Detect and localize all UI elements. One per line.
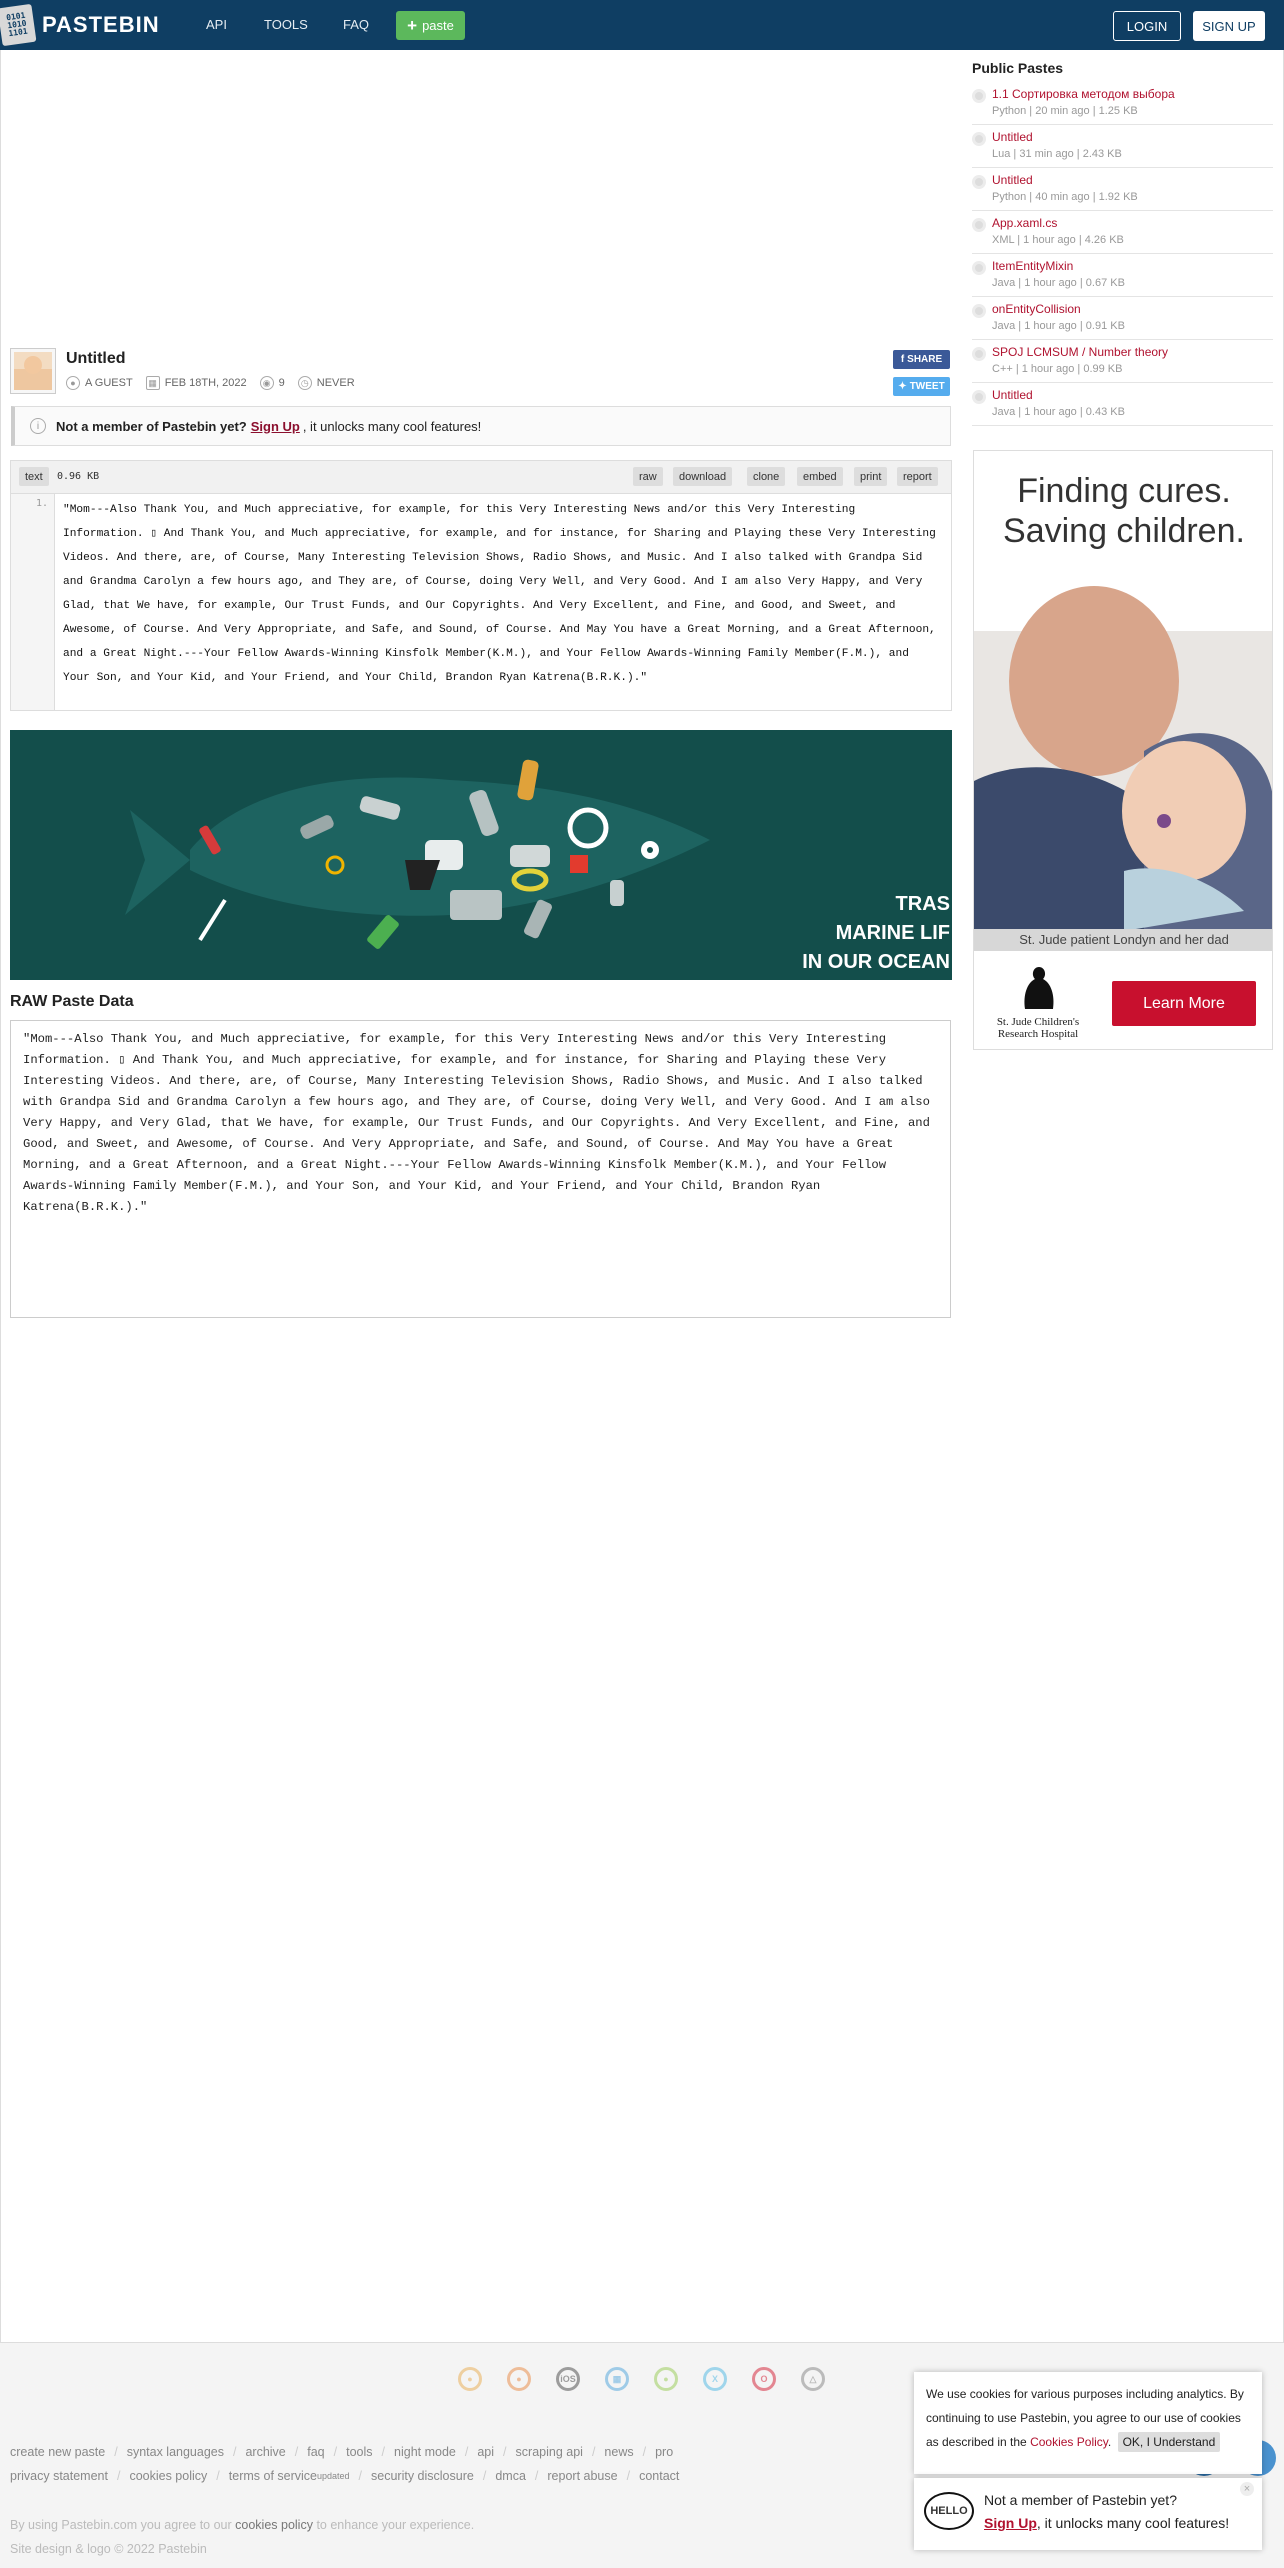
syntax-badge[interactable]: text: [19, 467, 49, 486]
logo-text: PASTEBIN: [42, 12, 160, 37]
paste-title: Untitled: [66, 350, 126, 367]
firefox-icon[interactable]: ●: [507, 2367, 531, 2391]
popup-line-1: Not a member of Pastebin yet?: [984, 2492, 1177, 2508]
twitter-tweet-button[interactable]: [893, 377, 950, 396]
list-item[interactable]: [972, 125, 1273, 168]
public-pastes-title: Public Pastes: [972, 60, 1064, 76]
copyright: Site design & logo © 2022 Pastebin: [10, 2542, 207, 2556]
plus-icon: +: [407, 16, 418, 35]
code-text[interactable]: "Mom---Also Thank You, and Much appreciative, for example, for this Very Interesting News and/or this Very Interesting Information. ▯ And Thank You, and Much appreciative, for example, and for instance, for Sharing and Playing these Very Interesting Videos. And there, are, of Course, Many Interesting Television Shows, Radio Shows, and Music. And I also talked with Grandpa Sid and Grandma Carolyn a few hours ago, and They are, of Course, doing Very Well, and Very Good. And I am also Very Happy, and Very Glad, that We have, for example, Our Trust Funds, and Our Copyrights. And Very Excellent, and Fine, and Good, and Sweet, and Awesome, of Course. And Very Appropriate, and Safe, and Sound, of Course. And May You have a Great Morning, and a Great Afternoon, and a Great Night.---Your Fellow Awards-Winning Kinsfolk Member(K.M.), and Your Fellow Awards-Winning Family Member(F.M.), and Your Son, and Your Kid, and Your Friend, and Your Child, Brandon Ryan Katrena(B.R.K.).": [63, 504, 943, 684]
share-label: SHARE: [907, 354, 943, 365]
signup-popup: [914, 2478, 1262, 2550]
paste-meta: Python | 40 min ago | 1.92 KB: [992, 191, 1138, 203]
cookies-policy-link[interactable]: cookies policy: [235, 2518, 313, 2532]
x-icon[interactable]: X: [703, 2367, 727, 2391]
footer-link[interactable]: scraping api: [515, 2445, 583, 2459]
paste-size: 0.96 KB: [57, 471, 100, 482]
footer-link[interactable]: contact: [639, 2469, 680, 2483]
banner-line-1: TRAS: [895, 893, 950, 915]
footer-link[interactable]: privacy statement: [10, 2469, 108, 2483]
paste-meta: Python | 20 min ago | 1.25 KB: [992, 105, 1138, 117]
list-item[interactable]: [972, 254, 1273, 297]
footer-link[interactable]: pro: [655, 2445, 674, 2459]
footer-link[interactable]: security disclosure: [371, 2469, 474, 2483]
notice-rest: , it unlocks many cool features!: [302, 418, 482, 434]
footer-link[interactable]: archive: [245, 2445, 286, 2459]
banner-line-3: IN OUR OCEAN: [802, 951, 950, 973]
list-item[interactable]: [972, 82, 1273, 125]
paste-info: [10, 348, 952, 396]
calendar-icon: ▦: [146, 376, 160, 390]
opera-icon[interactable]: O: [752, 2367, 776, 2391]
ad-headline: [974, 471, 1273, 551]
banner-line-2: MARINE LIF: [835, 922, 950, 944]
footer-links-row-2: privacy statement / cookies policy / terms of service updated / security disclosure / dmca / report abuse / contact: [10, 2469, 680, 2483]
ad-headline-1: Finding cures.: [1017, 472, 1231, 510]
footer-link[interactable]: dmca: [495, 2469, 526, 2483]
list-item[interactable]: [972, 340, 1273, 383]
eye-icon: ◉: [260, 376, 274, 390]
new-paste-button[interactable]: [396, 11, 465, 40]
paste-link[interactable]: onEntityCollision: [992, 302, 1081, 316]
footer-link[interactable]: report abuse: [547, 2469, 618, 2483]
top-header: [0, 0, 1284, 50]
cookie-note-post: to enhance your experience.: [316, 2518, 475, 2532]
updated-tag: updated: [316, 2471, 350, 2481]
paste-meta: Java | 1 hour ago | 0.67 KB: [992, 277, 1125, 289]
ad-headline-2: Saving children.: [1003, 512, 1245, 550]
avatar: [10, 348, 56, 394]
paste-meta: Lua | 31 min ago | 2.43 KB: [992, 148, 1122, 160]
new-paste-label: paste: [422, 18, 454, 33]
pastebin-logo[interactable]: [0, 6, 160, 44]
footer-link[interactable]: tools: [346, 2445, 373, 2459]
st-jude-logo-icon: [1019, 965, 1059, 1015]
list-item[interactable]: [972, 168, 1273, 211]
info-icon: i: [30, 418, 46, 434]
clock-icon: ◷: [298, 376, 312, 390]
login-button[interactable]: LOGIN: [1113, 11, 1181, 41]
st-jude-logo-text: St. Jude Children's Research Hospital: [996, 1016, 1080, 1040]
cookie-note: [10, 2518, 474, 2532]
paste-meta: [66, 376, 368, 390]
list-item[interactable]: [972, 297, 1273, 340]
globe-icon: [972, 132, 986, 146]
paste-meta: XML | 1 hour ago | 4.26 KB: [992, 234, 1124, 246]
paste-link[interactable]: Untitled: [992, 388, 1033, 402]
globe-icon: [972, 261, 986, 275]
hello-bubble-icon: HELLO: [924, 2492, 974, 2530]
windows-icon[interactable]: ▦: [605, 2367, 629, 2391]
nav-tools[interactable]: TOOLS: [264, 17, 308, 32]
paste-link[interactable]: Untitled: [992, 130, 1033, 144]
paste-code-box: [10, 460, 952, 711]
globe-icon: [972, 304, 986, 318]
user-icon: ●: [66, 376, 80, 390]
footer-link[interactable]: news: [604, 2445, 634, 2459]
list-item[interactable]: [972, 383, 1273, 426]
ios-icon[interactable]: iOS: [556, 2367, 580, 2391]
paste-link[interactable]: Untitled: [992, 173, 1033, 187]
top-ad-slot: [10, 60, 950, 340]
paste-views: 9: [278, 377, 285, 389]
edge-icon[interactable]: △: [801, 2367, 825, 2391]
list-item[interactable]: [972, 211, 1273, 254]
paste-author[interactable]: A GUEST: [85, 377, 133, 389]
footer-link[interactable]: night mode: [394, 2445, 456, 2459]
footer-link[interactable]: faq: [307, 2445, 325, 2459]
paste-link[interactable]: SPOJ LCMSUM / Number theory: [992, 345, 1169, 359]
print-button[interactable]: print: [854, 467, 887, 486]
paste-link[interactable]: App.xaml.cs: [992, 216, 1058, 230]
footer-link[interactable]: api: [477, 2445, 495, 2459]
globe-icon: [972, 390, 986, 404]
close-icon[interactable]: ×: [1240, 2482, 1254, 2496]
paste-expiry: NEVER: [316, 377, 355, 389]
footer-link[interactable]: syntax languages: [126, 2445, 224, 2459]
cookie-note-pre: By using Pastebin.com you agree to our: [10, 2518, 232, 2532]
cookie-policy-link[interactable]: Cookies Policy: [1030, 2435, 1108, 2449]
logo-icon: 0101 1010 1101: [0, 4, 36, 46]
paste-meta: C++ | 1 hour ago | 0.99 KB: [992, 363, 1123, 375]
signup-notice: [11, 406, 951, 446]
globe-icon: [972, 89, 986, 103]
cookie-consent: We use cookies for various purposes including analytics. By continuing to use Pastebin, you agree to our use of cookies as described in the Cookies Policy. OK, I Understand: [914, 2372, 1262, 2474]
chrome-icon[interactable]: ●: [458, 2367, 482, 2391]
marine-trash-ad[interactable]: [10, 730, 952, 980]
embed-button[interactable]: embed: [797, 467, 843, 486]
notice-bold: Not a member of Pastebin yet?: [56, 418, 247, 434]
footer-link[interactable]: terms of service: [228, 2469, 317, 2483]
tweet-label: TWEET: [909, 381, 945, 392]
facebook-share-button[interactable]: [893, 350, 950, 369]
public-pastes-sidebar: [972, 60, 1273, 426]
footer-link[interactable]: cookies policy: [129, 2469, 208, 2483]
cookie-accept-button[interactable]: OK, I Understand: [1118, 2432, 1221, 2452]
line-number: 1.: [11, 494, 55, 710]
paste-link[interactable]: ItemEntityMixin: [992, 259, 1074, 273]
clone-button[interactable]: clone: [747, 467, 785, 486]
code-body: [11, 494, 951, 710]
app-icons: [458, 2367, 825, 2391]
report-button[interactable]: report: [897, 467, 938, 486]
learn-more-button[interactable]: Learn More: [1112, 981, 1256, 1026]
footer-link[interactable]: create new paste: [10, 2445, 106, 2459]
paste-date: FEB 18TH, 2022: [164, 377, 247, 389]
raw-paste-textarea[interactable]: "Mom---Also Thank You, and Much appreciative, for example, for this Very Interesting News and/or this Very Interesting Information. ▯ And Thank You, and Much appreciative, for example, and for instance, for Sharing and Playing these Very Interesting Videos. And there, are, of Course, Many Interesting Television Shows, Radio Shows, and Music. And I also talked with Grandpa Sid and Grandma Carolyn a few hours ago, and They are, of Course, doing Very Well, and Very Good. And I am also Very Happy, and Very Glad, that We have, for example, Our Trust Funds, and Our Copyrights. And Very Excellent, and Fine, and Good, and Sweet, and Awesome, of Course. And Very Appropriate, and Safe, and Sound, of Course. And May You have a Great Morning, and a Great Afternoon, and a Great Night.---Your Fellow Awards-Winning Kinsfolk Member(K.M.), and Your Fellow Awards-Winning Family Member(F.M.), and Your Son, and Your Kid, and Your Friend, and Your Child, Brandon Ryan Katrena(B.R.K.).": [10, 1020, 951, 1318]
paste-meta: Java | 1 hour ago | 0.43 KB: [992, 406, 1125, 418]
footer-links-row-1: create new paste / syntax languages / archive / faq / tools / night mode / api / scraping api / news / pro: [10, 2445, 674, 2459]
cookie-text: We use cookies for various purposes including analytics. By continuing to use Pastebin, you agree to our use of cookies as described in the: [926, 2387, 1244, 2449]
signup-button[interactable]: SIGN UP: [1193, 11, 1265, 41]
paste-link[interactable]: 1.1 Сортировка методом выбора: [992, 87, 1175, 101]
facebook-icon: f: [900, 354, 905, 365]
android-icon[interactable]: ●: [654, 2367, 678, 2391]
globe-icon: [972, 175, 986, 189]
popup-signup-link[interactable]: Sign Up: [984, 2515, 1037, 2531]
raw-button[interactable]: raw: [633, 467, 663, 486]
globe-icon: [972, 218, 986, 232]
paste-meta: Java | 1 hour ago | 0.91 KB: [992, 320, 1125, 332]
popup-line-2: [984, 2515, 1229, 2531]
ad-caption: St. Jude patient Londyn and her dad: [974, 929, 1273, 951]
globe-icon: [972, 347, 986, 361]
popup-line-2-rest: , it unlocks many cool features!: [1036, 2515, 1230, 2531]
nav-faq[interactable]: FAQ: [343, 17, 370, 32]
raw-paste-heading: RAW Paste Data: [10, 993, 134, 1010]
twitter-icon: ✦: [898, 381, 907, 392]
st-jude-ad[interactable]: [973, 450, 1273, 1050]
download-button[interactable]: download: [673, 467, 732, 486]
nav-api[interactable]: API: [206, 17, 227, 32]
code-toolbar: [11, 461, 951, 494]
notice-signup-link[interactable]: Sign Up: [250, 418, 300, 434]
banner-text: [802, 890, 950, 977]
